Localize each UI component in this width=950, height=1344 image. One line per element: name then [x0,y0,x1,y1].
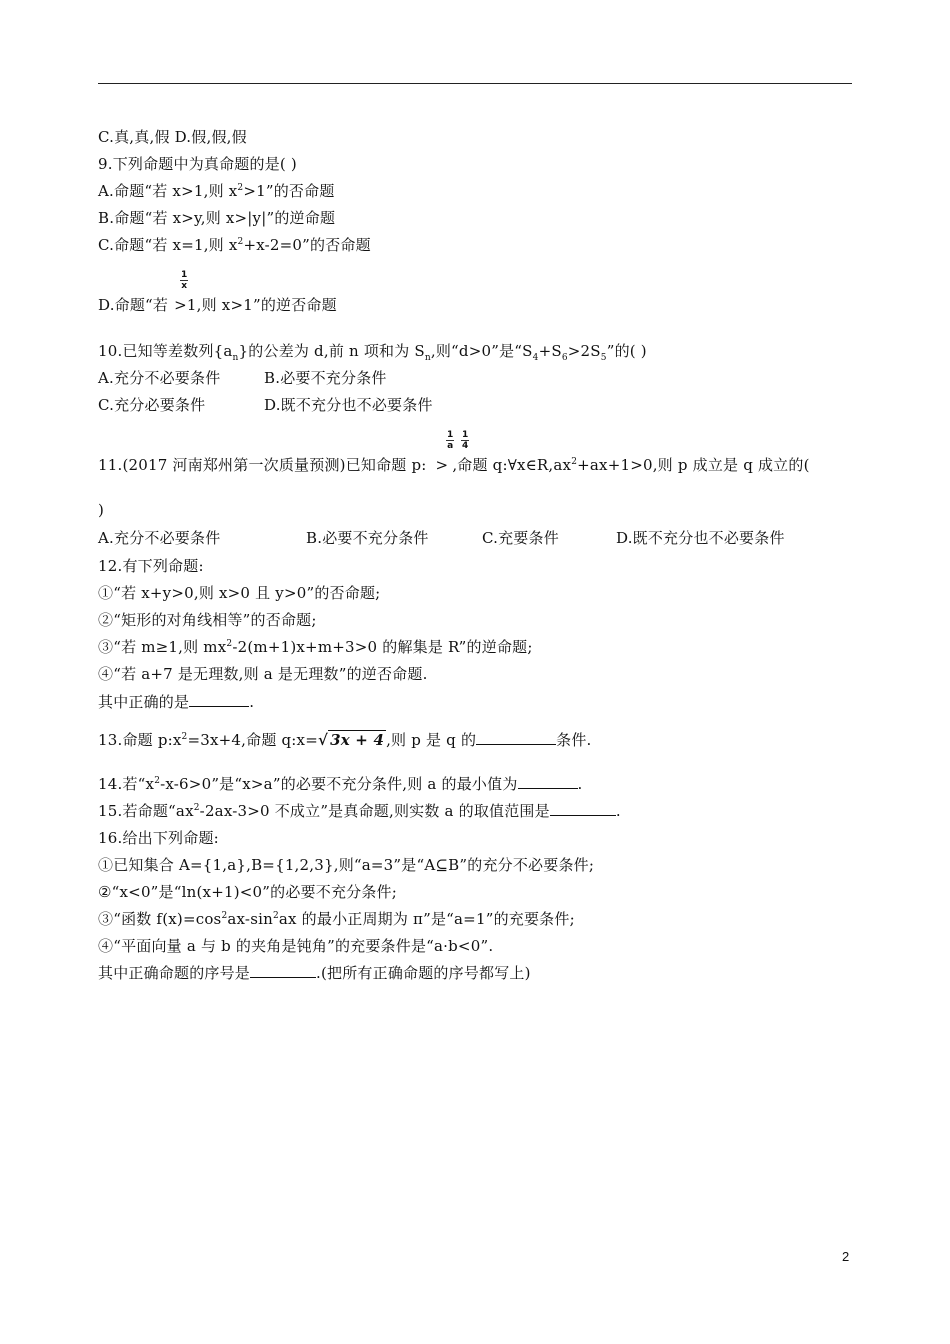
superscript: 2 [571,457,578,467]
text: D.命题“若 [98,296,169,314]
q16-item-3 [98,909,575,929]
subscript: n [424,353,431,363]
superscript: 2 [181,732,188,742]
text: 10.已知等差数列{a [98,342,233,360]
text: ax-sin [227,910,273,928]
q9-option-b: B.命题“若 x>y,则 x>|y|”的逆命题 [98,209,336,227]
q11-option-a: A.充分不必要条件 [98,529,221,547]
fraction-1-over-x [180,270,188,291]
text: 11.(2017 河南郑州第一次质量预测)已知命题 p: [98,456,427,474]
radicand: 3x + 4 [330,731,385,749]
q10-option-a: A.充分不必要条件 [98,369,221,387]
answer-blank[interactable] [550,801,616,816]
denominator: x [181,281,188,291]
denominator: 4 [462,441,469,451]
q16-item-1: ①已知集合 A={1,a},B={1,2,3},则“a=3”是“A⊆B”的充分不必要条件; [98,856,595,874]
text: ,命题 q:∀x∈R,ax [452,456,572,474]
text: }的公差为 d,前 n 项和为 S [238,342,425,360]
text: +x-2=0”的否命题 [243,236,371,254]
q12-item-2: ②“矩形的对角线相等”的否命题; [98,611,317,629]
answer-blank[interactable] [476,730,556,745]
q10-options-cd [98,395,433,415]
question-11 [98,455,810,475]
q11-option-d: D.既不充分也不必要条件 [616,529,785,547]
q9-option-d [98,295,337,315]
subscript: 5 [600,353,607,363]
text: -2(m+1)x+m+3>0 的解集是 R”的逆命题; [232,638,533,656]
text: -x-6>0”是“x>a”的必要不充分条件,则 a 的最小值为 [160,775,518,793]
superscript: 2 [272,911,279,921]
q12-item-4: ④“若 a+7 是无理数,则 a 是无理数”的逆否命题. [98,665,428,683]
question-13 [98,730,592,750]
text: 其中正确的是 [98,693,190,711]
subscript: 6 [561,353,568,363]
text: >2S [567,342,601,360]
superscript: 2 [226,639,233,649]
fraction-1-over-4 [461,430,469,451]
text: ,则 p 是 q 的 [386,731,477,749]
line-options-8cd: C.真,真,假 D.假,假,假 [98,128,247,146]
subscript: n [232,353,239,363]
q16-answer [98,963,531,983]
text: +ax+1>0,则 p 成立是 q 成立的( [577,456,810,474]
superscript: 2 [237,183,244,193]
text: ”的( ) [606,342,647,360]
text: .(把所有正确命题的序号都写上) [316,964,531,982]
q9-option-c [98,235,371,255]
text: ③“函数 f(x)=cos [98,910,222,928]
q12-item-3 [98,637,533,657]
denominator: a [447,441,454,451]
q10-option-b: B.必要不充分条件 [264,369,387,387]
question-14 [98,774,583,794]
numerator: 1 [462,430,469,440]
text: >1”的否命题 [243,182,335,200]
text: . [615,802,621,820]
q11-options [98,528,785,548]
q10-option-d: D.既不充分也不必要条件 [264,396,433,414]
text: ③“若 m≥1,则 mx [98,638,227,656]
question-15 [98,801,621,821]
superscript: 2 [193,803,200,813]
text: 15.若命题“ax [98,802,194,820]
q11-option-c: C.充要条件 [482,529,559,547]
sqrt-expression: √ 3x + 4 [318,731,385,749]
text: ,则“d>0”是“S [430,342,533,360]
text: 13.命题 p:x [98,731,182,749]
answer-blank[interactable] [250,963,316,978]
answer-blank[interactable] [189,692,249,707]
superscript: 2 [237,237,244,247]
question-16: 16.给出下列命题: [98,829,219,847]
text: 条件. [556,731,592,749]
text: > [435,456,449,474]
page-number: 2 [842,1249,850,1264]
subscript: 4 [532,353,539,363]
superscript: 2 [154,776,161,786]
superscript: 2 [221,911,228,921]
q10-option-c: C.充分必要条件 [98,396,206,414]
text: . [249,693,255,711]
numerator: 1 [447,430,454,440]
text: 其中正确命题的序号是 [98,964,251,982]
text: =3x+4,命题 q:x= [187,731,318,749]
header-rule [98,83,852,84]
q16-item-2: ②“x<0”是“ln(x+1)<0”的必要不充分条件; [98,883,397,901]
q11-option-b: B.必要不充分条件 [306,529,429,547]
q12-item-1: ①“若 x+y>0,则 x>0 且 y>0”的否命题; [98,584,381,602]
q9-option-a [98,181,335,201]
answer-blank[interactable] [518,774,578,789]
fraction-1-over-a [446,430,454,451]
text: -2ax-3>0 不成立”是真命题,则实数 a 的取值范围是 [199,802,550,820]
question-10 [98,341,647,361]
q11-close-paren: ) [98,501,105,519]
text: 14.若“x [98,775,155,793]
text: >1,则 x>1”的逆否命题 [174,296,337,314]
q16-item-4: ④“平面向量 a 与 b 的夹角是钝角”的充要条件是“a·b<0”. [98,937,494,955]
text: A.命题“若 x>1,则 x [98,182,238,200]
text: ax 的最小正周期为 π”是“a=1”的充要条件; [278,910,575,928]
q10-options-ab [98,368,387,388]
question-9: 9.下列命题中为真命题的是( ) [98,155,297,173]
text: C.命题“若 x=1,则 x [98,236,238,254]
text: . [577,775,583,793]
q12-answer [98,692,254,712]
question-12: 12.有下列命题: [98,557,204,575]
text: +S [538,342,562,360]
numerator: 1 [181,270,188,280]
